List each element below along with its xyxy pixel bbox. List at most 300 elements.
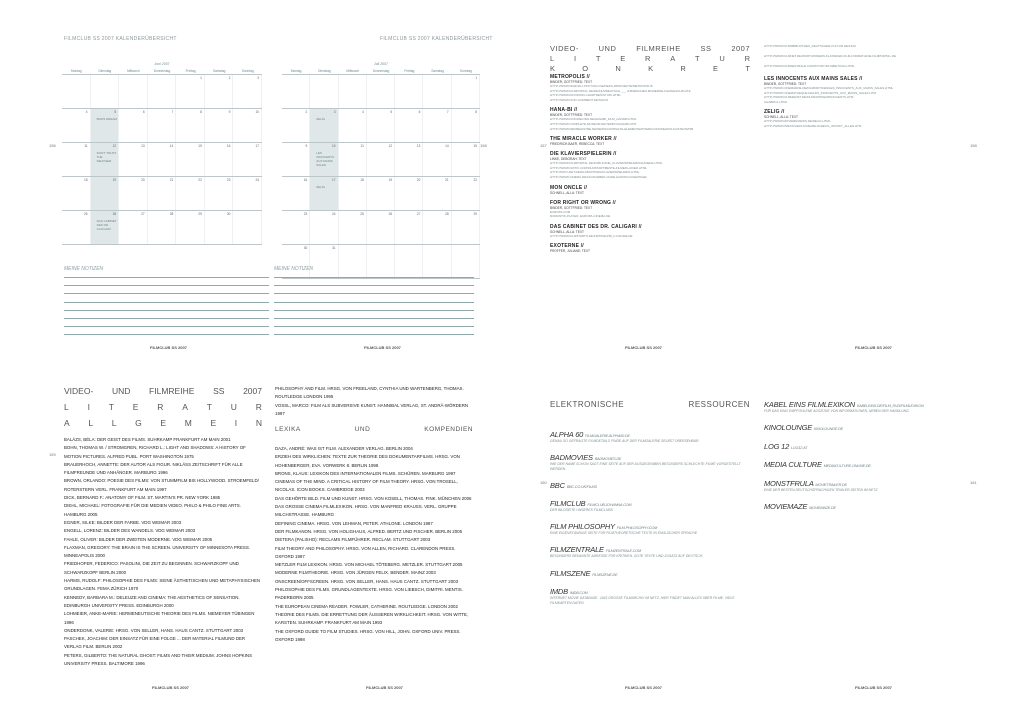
film-title: ZELIG // xyxy=(764,109,785,116)
literature-entry: ONDERDONK, VALERIE: HRSG. VON SELLER, HANS. HAUS CANTZ. STUTTGART 2003 xyxy=(64,627,244,633)
film-title: DIE KLAVIERSPIELERIN // xyxy=(550,151,617,158)
resource-description: FÜR DAS KINO EMPFOHLENE AUSZÜGE VON INFORMATIONEN, NEBEN DER HANDLUNG. xyxy=(764,409,910,413)
calendar-day xyxy=(119,75,148,108)
calendar-weeks xyxy=(62,75,262,245)
resource-name xyxy=(550,430,750,439)
literature-list xyxy=(64,436,264,668)
calendar-day xyxy=(176,211,205,244)
page-side-number: 161 xyxy=(970,480,977,485)
resource-title: KINOLOUNGE xyxy=(764,423,813,433)
page-side-number: 158 xyxy=(480,143,487,148)
resource-title: KABEL EINS FILMLEXIKON xyxy=(764,400,855,409)
day-number: 28 xyxy=(445,212,449,216)
calendar-day xyxy=(367,211,395,244)
day-number: 2 xyxy=(305,110,308,114)
film-title: FOR RIGHT OR WRONG // xyxy=(550,199,616,206)
resource-description: INTERNET MOVIE DATABASE - DAS GROSSE FILMARCHIV IM NETZ, HIER FINDET MAN ALLES ÜBER FILME. VIELE FILMKARTEN DATEN xyxy=(550,596,735,605)
film-entry xyxy=(764,76,964,104)
weekday-label: Samstag xyxy=(431,69,444,73)
calendar-day xyxy=(91,211,120,244)
calendar-month: Juni 2007 xyxy=(154,62,170,66)
film-title: METROPOLIS // xyxy=(550,74,590,80)
day-number: 9 xyxy=(228,110,231,114)
day-number: 7 xyxy=(171,110,174,114)
resource-url: MOVIETRAILER.DE xyxy=(815,482,847,487)
resource-description: WIE DER NAME SCHON SAGT EINE SEITE AUF DER AUSGEGRABEN BESONDERS SCHLECHTE FILME VORGESTELLT WERDEN. xyxy=(550,462,741,471)
day-number: 18 xyxy=(84,178,88,182)
page-footer: FILMCLUB SS 2007 xyxy=(364,345,401,350)
film-author: BINDER, GOTTFRIED: TEXT xyxy=(550,113,593,118)
title-word: N xyxy=(615,64,621,73)
calendar-day xyxy=(205,143,234,176)
resources-list xyxy=(764,400,964,520)
resource-title: LOG 12 xyxy=(764,441,790,451)
title-word: T xyxy=(595,54,601,63)
calendar-day xyxy=(233,177,262,210)
day-number: 6 xyxy=(418,110,421,114)
calendar-day xyxy=(395,211,423,244)
film-title: THE MIRACLE WORKER // xyxy=(550,136,617,143)
resource-entry xyxy=(550,569,750,578)
resource-url: BADMOVIES.DE xyxy=(594,457,622,462)
literature-entry: DER FILMKANON. HRSG. VON HOLIGHAUS, ALFRED. BERTZ UND FISCHER. BERLIN 2005 xyxy=(275,528,463,534)
day-number: 19 xyxy=(112,178,117,182)
calendar-event: ZELIG xyxy=(316,117,325,121)
calendar-day xyxy=(339,177,367,210)
resource-url: MOVIEMAZE.DE xyxy=(809,505,836,510)
film-url: HTTP://WWW.KRITIK.COM/FILMSTART/BESTE-FILME/KLAVIER.HTML xyxy=(550,165,648,170)
resource-description: GENAU SO GEFRAGTE FILMDETAILS FINDE AUF DER FILMGALERIE SELBST ÜBERSEHBAR. xyxy=(550,439,700,443)
film-list xyxy=(550,74,750,258)
title-word: G xyxy=(135,418,142,428)
resource-title: ALPHA 60 xyxy=(550,430,584,439)
title-word: R xyxy=(645,54,651,63)
resource-entry xyxy=(764,423,964,432)
literature-entry: FLAXMAN, GREGORY: THE BRAIN IS THE SCREEN. UNIVERSITY OF MINNESOTA PRESS. MINNEAPOLIS 2000 xyxy=(64,544,250,559)
weekday-label: Mittwoch xyxy=(127,69,140,73)
notes-title: MEINE NOTIZEN xyxy=(64,266,104,272)
resources-list xyxy=(550,430,750,615)
resource-title: MONSTFRULA xyxy=(764,478,814,488)
title-word: L xyxy=(111,418,117,428)
resource-entry xyxy=(764,442,964,451)
page-footer: FILMCLUB SS 2007 xyxy=(855,345,892,350)
weekday-label: Mittwoch xyxy=(346,69,359,73)
resource-entry xyxy=(550,587,750,605)
calendar-day xyxy=(91,75,120,108)
resource-description: DER BILDSEITE UNSERES FILMCLUBS xyxy=(550,508,613,513)
title-word: 2007 xyxy=(243,386,262,396)
resource-url: LOG12.AT xyxy=(790,445,808,450)
title-word: U xyxy=(719,54,725,63)
title-word: A xyxy=(64,418,70,428)
title-word: T xyxy=(108,402,114,412)
literature-entry: METZLER FILM LEXIKON. HRSG. VON MICHAEL TÖTEBERG. METZLER. STUTTGART 2005 xyxy=(275,562,463,568)
day-number: 20 xyxy=(416,178,421,182)
calendar-day xyxy=(119,177,148,210)
day-number: 8 xyxy=(475,110,477,114)
day-number: 8 xyxy=(200,110,202,114)
title-word: UND xyxy=(354,426,371,433)
film-url: CHABROL.HTML xyxy=(764,99,788,104)
film-title: EXOTERNE // xyxy=(550,243,584,250)
calendar-day xyxy=(423,143,451,176)
calendar-day xyxy=(310,75,338,108)
resource-name xyxy=(764,460,964,469)
literature-entry: THE OXFORD GUIDE TO FILM STUDIES. HRSG. VON HILL, JOHN. OXFORD UNIV. PRESS. OXFORD 1998 xyxy=(275,628,461,642)
literature-entry: VOSSL, MARCO: FILM ALS SUBVERSIVE KUNST. HANNIBAL VERLAG, ST. ANDRÄ-WÖRDERN 1997 xyxy=(275,402,469,416)
calendar-day xyxy=(119,143,148,176)
title-word: E xyxy=(132,402,139,412)
calendar-day xyxy=(176,143,205,176)
calendar-day xyxy=(423,109,451,142)
day-number: 1 xyxy=(200,76,202,80)
calendar-day xyxy=(310,177,338,210)
day-number: 12 xyxy=(388,144,393,148)
calendar-day xyxy=(205,75,234,108)
literature-entry: CINEMAS OF THE MIND. A CRITICAL HISTORY OF FILM THEORY. HRSG. VON TROSELL, NICOLAS. ICON BOOKS. CAMBRIDGE 2003 xyxy=(275,479,458,493)
page-side-number: 158 xyxy=(970,143,977,148)
film-entry xyxy=(550,136,750,146)
title-word: U xyxy=(230,402,237,412)
calendar-day xyxy=(176,177,205,210)
page-side-number: 156 xyxy=(49,143,56,148)
title-word: O xyxy=(582,64,589,73)
calendar-weeks xyxy=(282,75,480,279)
calendar-day xyxy=(62,143,91,176)
resource-url: KABELEINS.DE/FILM_DVD/FILMLEXIKON xyxy=(856,404,924,408)
day-number: 17 xyxy=(332,178,336,182)
page-header: FILMCLUB SS 2007 KALENDERÜBERSICHT xyxy=(380,36,493,42)
day-number: 14 xyxy=(169,144,174,148)
title-word: 2007 xyxy=(731,44,750,53)
title-word: R xyxy=(744,54,750,63)
calendar-day xyxy=(339,75,367,108)
film-url: HTTP://WWW.MOVIEREVIEWS.DE/ZELIG.HTML xyxy=(764,119,831,124)
resource-name xyxy=(550,481,750,490)
resource-url: FILMCLUB.JOHANNA.COM xyxy=(587,503,632,508)
day-number: 27 xyxy=(141,212,145,216)
calendar-day xyxy=(423,75,451,108)
resource-entry xyxy=(550,430,750,444)
calendar-week-row xyxy=(282,211,480,245)
resource-entry xyxy=(764,400,964,414)
day-number: 16 xyxy=(226,144,231,148)
day-number: 21 xyxy=(169,178,174,182)
day-number: 5 xyxy=(390,110,393,114)
calendar-day xyxy=(176,109,205,142)
weekday-label: Montag xyxy=(70,69,82,73)
day-number: 30 xyxy=(303,246,308,250)
calendar-week-row xyxy=(282,143,480,177)
day-number: 20 xyxy=(141,178,145,182)
weekday-label: Sonntag xyxy=(241,69,254,73)
film-url: HTTP://WWW.REDREGISTRE.DE/NEWS/COMPLETE-ELEMENTE/POWER-KINOSEHNSUCHT/EINS/ISB xyxy=(550,126,694,131)
day-number: 31 xyxy=(332,246,336,250)
calendar-day xyxy=(148,211,177,244)
literature-entry: FAHLE, OLIVER: BILDER DER ZWEITEN MODERNE. VDG WEIMAR 2005 xyxy=(64,536,213,542)
resource-entry xyxy=(550,481,750,490)
day-number: 1 xyxy=(475,76,477,80)
resource-name xyxy=(550,453,750,462)
resource-name xyxy=(550,522,750,531)
literature-entry: HARMS, RUDOLF: PHILOSOPHIE DES FILMS: SEINE ÄSTHETISCHEN UND METAPHYSISCHEN GRUNDLAGEN. FEMA ZÜRICH 1970 xyxy=(64,578,261,592)
calendar-day xyxy=(62,177,91,210)
resource-url: FILMGALERIE.ALPHA60.DE xyxy=(585,434,630,438)
film-author: SCHNELL, ALLA: TEXT xyxy=(550,190,584,195)
title-word: R xyxy=(255,402,262,412)
day-number: 25 xyxy=(360,212,364,216)
title-word: UND xyxy=(598,44,617,53)
film-url: HTTP://WWW.CINEMATHEQUE.DE/LES_INNOCENTS_AUX_MAINS_SALES.HTM xyxy=(764,90,876,95)
literatur-allgemein-title xyxy=(64,386,262,428)
literature-entry: LOHMEIER, ANKE-MARIE: HERMENEUTISCHE THEORIE DES FILMS. NIEMEYER TÜBINGEN 1996 xyxy=(64,611,255,625)
resource-title: BBC xyxy=(550,480,565,490)
film-url: HTTP://WWW.KINOWELTEN.DE/HANABI_FILM_HANABI.HTML xyxy=(550,117,637,122)
title-word: M xyxy=(184,418,192,428)
title-word: A xyxy=(182,402,188,412)
literature-entry: ENGELL, LORENZ: BILDER DES WANDELS. VDG WEIMAR 2003 xyxy=(64,528,196,534)
day-number: 9 xyxy=(305,144,308,148)
resource-url: MEDIACULTURE-ONLINE.DE xyxy=(823,464,871,469)
calendar-day xyxy=(367,75,395,108)
film-url: HTTP://WWW.FILMSBIBLIOTHEK_DEUTSCHER-KULTUR.DE/FILM xyxy=(764,44,856,48)
title-word: T xyxy=(206,402,212,412)
literature-entry: DAZA, ANDRÉ: WAS IST FILM. ALEXANDER VERLAG. BERLIN 2004 xyxy=(275,446,413,451)
literature-entry: PASCHEK, JOACHIM: DER EINSATZ FÜR EINE FOLGE ... DER MATERIAL FILMUND DER VERLAG FILM. BERLIN 2002 xyxy=(64,636,246,650)
calendar-week-row xyxy=(62,177,262,211)
day-number: 22 xyxy=(198,178,202,182)
day-number: 4 xyxy=(362,110,364,114)
film-entry xyxy=(550,224,750,239)
day-number: 16 xyxy=(303,178,308,182)
film-url: HTTP://WWW.COMPLETE-MUSEUM.DE/TEMPO/HANABI.HTM xyxy=(550,121,637,126)
title-word: I xyxy=(573,54,577,63)
calendar-day xyxy=(91,177,120,210)
film-url: ROMANTIK-PLAYED, EUROPA-CINEMA.DE xyxy=(550,214,611,219)
film-url: HTTP://WWW.MURNAU-STIFTUNG.DE/DE/FILMPROJEKTE/METROPOLIS xyxy=(550,84,653,88)
literature-entry: BRAUERHOCH, ANNETTE: DER AUTOR ALS FIGUR. NIKLÄSS ZEITSCHRIFT FÜR ALLE FILMFREUNDE UND ANHÄNGER. MARBURG 1996 xyxy=(64,461,243,476)
calendar-day xyxy=(119,211,148,244)
resource-url: IMDB.COM xyxy=(569,591,588,596)
calendar-day xyxy=(395,177,423,210)
title-word: L xyxy=(88,418,94,428)
film-entry xyxy=(550,151,750,179)
film-entry xyxy=(550,107,750,131)
film-entry xyxy=(550,74,750,102)
weekday-label: Samstag xyxy=(212,69,226,73)
calendar-day xyxy=(91,109,120,142)
resource-entry xyxy=(550,522,750,536)
literature-entry: THEORIE DES FILMS. DIE ERRETTUNG DER ÄUSSEREN WIRKLICHKEIT. HRSG. VON WITTE, KARSTEN. SUHRKAMP. FRANKFURT AM MAIN 1993 xyxy=(275,611,469,626)
film-author: FRIEDRICH-BAER, REBECCA: TEXT xyxy=(550,142,605,147)
resource-name xyxy=(550,587,750,596)
day-number: 12 xyxy=(112,144,117,148)
film-entry xyxy=(764,109,964,128)
day-number: 13 xyxy=(416,144,421,148)
film-url: HTTP://WWW.CINEMARDE.DE/FILMKRITIKEN/LES_INNOCENTS_AUX_MAINS_SALES.HTML xyxy=(764,86,894,90)
film-title: HANA-BI // xyxy=(550,107,578,114)
literature-entry: EGNER, SILKE: BILDER DER FARBE. VDG WEIMAR 2003 xyxy=(64,519,182,525)
calendar-day xyxy=(91,143,120,176)
film-entry xyxy=(550,243,750,253)
day-number: 5 xyxy=(114,110,117,114)
resource-title: MEDIA CULTURE xyxy=(764,460,822,470)
title-word: L xyxy=(64,402,69,412)
title-word: SS xyxy=(213,386,225,396)
title-word: VIDEO- xyxy=(550,44,579,53)
calendar-week-row xyxy=(282,109,480,143)
resource-title: MOVIEMAZE xyxy=(764,501,808,511)
calendar-june xyxy=(62,62,262,245)
film-url: HTTP://WWW.PRESTIGEFILM.DE/ZELIG/ZELIG_WOODY_ALLEN.HTM xyxy=(764,123,862,128)
title-word: T xyxy=(745,64,750,73)
weekday-label: Freitag xyxy=(404,69,415,73)
day-number: 7 xyxy=(446,110,449,114)
film-url: HTTP://WWW.FILMPORTAL.DE/DE/FILMDEUTSCH ___ JLBSENCHEN-MODERNE-FILMGESCHICHTE xyxy=(550,88,691,93)
calendar-day xyxy=(339,143,367,176)
resource-entry xyxy=(550,545,750,559)
literature-entry: BROWN, ORLANDO: POESIE DES FILMS: VON STUMMFILM BIS HOLLYWOOD. STROEMFELD/ ROTERSTERN VERL. FRANKFURT AM MAIN 1997 xyxy=(64,478,259,492)
literature-entry: FRIEDHOFER, FEDERICO: PASOLINI, DIE ZEIT ZU BEGINNEN. SCHWARZKOPF UND SCHWARZKOPF BERLIN 2000 xyxy=(64,561,239,575)
calendar-day xyxy=(367,177,395,210)
calendar-day xyxy=(452,75,480,108)
title-word: N xyxy=(255,418,262,428)
notes-area xyxy=(274,266,474,343)
film-author: LINKE, DEBORAH: TEXT xyxy=(550,157,587,162)
resource-title: FILMCLUB xyxy=(550,499,586,509)
day-number: 18 xyxy=(360,178,364,182)
resource-name xyxy=(764,400,964,409)
weekday-label: Donnerstag xyxy=(153,69,171,73)
calendar-week-row xyxy=(282,75,480,109)
title-word: E xyxy=(713,64,719,73)
resource-name xyxy=(764,479,964,488)
resource-title: FILMZENTRALE xyxy=(550,545,604,555)
day-number: 29 xyxy=(473,212,477,216)
day-number: 30 xyxy=(226,212,231,216)
page-header: FILMCLUB SS 2007 KALENDERÜBERSICHT xyxy=(64,36,177,42)
day-number: 11 xyxy=(84,144,88,148)
resource-name xyxy=(764,442,964,451)
calendar-day xyxy=(452,177,480,210)
page-footer: FILMCLUB SS 2007 xyxy=(150,345,187,350)
weekday-label: Freitag xyxy=(185,69,196,73)
calendar-day xyxy=(310,211,338,244)
title-word: UND xyxy=(111,386,131,396)
calendar-day xyxy=(233,143,262,176)
resource-name xyxy=(550,545,750,554)
title-word: I xyxy=(87,402,90,412)
literature-entry: KENNEDY, BARBARA M.: DELEUZE AND CINEMA: THE AESTHETICS OF SENSATION. EDINBURGH UNIVERSITY PRESS. EDINBURGH 2000 xyxy=(64,594,240,608)
calendar-event: LES INNOCENTS AUX MAINS SALES xyxy=(316,151,334,167)
title-word: ELEKTRONISCHE xyxy=(550,400,625,409)
calendar-day xyxy=(148,177,177,210)
day-number: 25 xyxy=(84,212,88,216)
day-number: 13 xyxy=(141,144,145,148)
title-word: FILMREIHE xyxy=(636,44,681,53)
calendar-week-row xyxy=(62,143,262,177)
title-word: I xyxy=(234,418,238,428)
day-number: 22 xyxy=(473,178,477,182)
literature-entry: DAS GROSSE CINEMA FILMLEXIKON. HRSG. VON MANFRED KRAUSS. VERL. GRUPPE MILCHSTRASSE. HAMBURG xyxy=(275,504,457,518)
calendar-day xyxy=(395,143,423,176)
resource-entry xyxy=(764,502,964,511)
calendar-day xyxy=(62,109,91,142)
day-number: 23 xyxy=(226,178,231,182)
resource-description: EINE DER BESTEN DEUTSCHSPRACHIGEN TRAILER-SEITEN IM NETZ. xyxy=(764,487,879,492)
literature-entry: BALÁZS, BÉLA: DER GEIST DES FILMS. SUHRKAMP FRANKFURT AM MAIN 2001 xyxy=(64,437,231,442)
resource-title: BADMOVIES xyxy=(550,453,593,463)
film-url: HTTP://WWW.FILMSTARTS.DE/KRITIKEN/38_F-FIGURE.DE xyxy=(550,233,633,238)
film-url: EUROPA.COM xyxy=(550,209,571,214)
weekday-label: Dienstag xyxy=(318,69,331,73)
calendar-day xyxy=(119,109,148,142)
day-number: 10 xyxy=(332,144,336,148)
calendar-week-row xyxy=(62,109,262,143)
calendar-week-row xyxy=(62,75,262,109)
resource-name xyxy=(764,502,964,511)
literature-entry: DIETERA (PALISHO): RECLAMS FILMFÜHRER. RECLAM. STUTTGART 2003 xyxy=(275,537,431,543)
resource-url: FILM-PHILOSOPHY.COM xyxy=(616,526,658,531)
calendar-july xyxy=(282,62,480,279)
title-word: A xyxy=(670,54,676,63)
calendar-day xyxy=(176,75,205,108)
literature-list xyxy=(275,385,475,418)
calendar-event: DON'T TRUST THE WEATHER xyxy=(96,151,117,163)
film-author: BINDER, GOTTFRIED: TEXT xyxy=(550,80,593,84)
title-word: FILMREIHE xyxy=(149,386,195,396)
film-title: MON ONCLE // xyxy=(550,184,588,191)
title-word: K xyxy=(648,64,654,73)
film-url: HTTP://WWW.FILMNET.DE/WORT.MODERN-KLASSIKER-FILM-FORMAT-EINE.FILMPORTAL.DE xyxy=(764,54,896,58)
page-side-number: 157 xyxy=(540,143,547,148)
calendar-day xyxy=(452,211,480,244)
title-word: L xyxy=(550,54,555,63)
film-url: HTTP://KINO-ZEIT.DE/FILMKRITIKEN/KLAVIERSPIELERIN.HTML xyxy=(550,170,640,175)
resource-title: FILMSZENE xyxy=(550,568,591,578)
calendar-day xyxy=(310,143,338,176)
weekday-label: Dienstag xyxy=(98,69,112,73)
resource-description: EINE EIGENSTÄNDIGE SEITE FÜR FILMTHEORETISCHE TEXTE IN ENGLISCHER SPRACHE xyxy=(550,531,698,536)
title-word: SS xyxy=(700,44,712,53)
calendar-day xyxy=(395,109,423,142)
page-side-number: 160 xyxy=(540,480,547,485)
calendar-day xyxy=(233,109,262,142)
page-footer: FILMCLUB SS 2007 xyxy=(855,685,892,690)
literatur-konkret-title xyxy=(550,44,750,73)
film-list-right xyxy=(764,44,964,134)
lexika-list xyxy=(275,445,475,644)
lexika-title xyxy=(275,426,473,433)
calendar-day xyxy=(310,109,338,142)
literature-entry: DICK, BERNARD F.: ANATOMY OF FILM. ST. MARTIN'S PR. NEW YORK 1985 xyxy=(64,495,221,501)
calendar-day xyxy=(367,109,395,142)
calendar-day xyxy=(282,75,310,108)
film-entry xyxy=(550,185,750,195)
literature-entry: ERZIEH DES WIRKLICHEN: TEXTE ZUR THEORIE DES DOKUMENTARFILMS. HRSG. VON HOHENBERGER, EVA. VORWERK 8. BERLIN 1998 xyxy=(275,454,460,468)
calendar-event: DAS CABINET DES DR. CALIGARI xyxy=(96,219,117,231)
calendar-day xyxy=(205,109,234,142)
calendar-day xyxy=(395,75,423,108)
resource-title: IMDB xyxy=(550,587,568,597)
resources-title xyxy=(550,400,750,409)
calendar-day xyxy=(62,211,91,244)
calendar-day xyxy=(282,177,310,210)
literature-entry: MODERNE FILMTHEORIE. HRSG. VON JÜRGEN FELIX. BENDER. MAINZ 2003 xyxy=(275,570,436,576)
day-number: 23 xyxy=(303,212,308,216)
resource-entry xyxy=(550,499,750,513)
